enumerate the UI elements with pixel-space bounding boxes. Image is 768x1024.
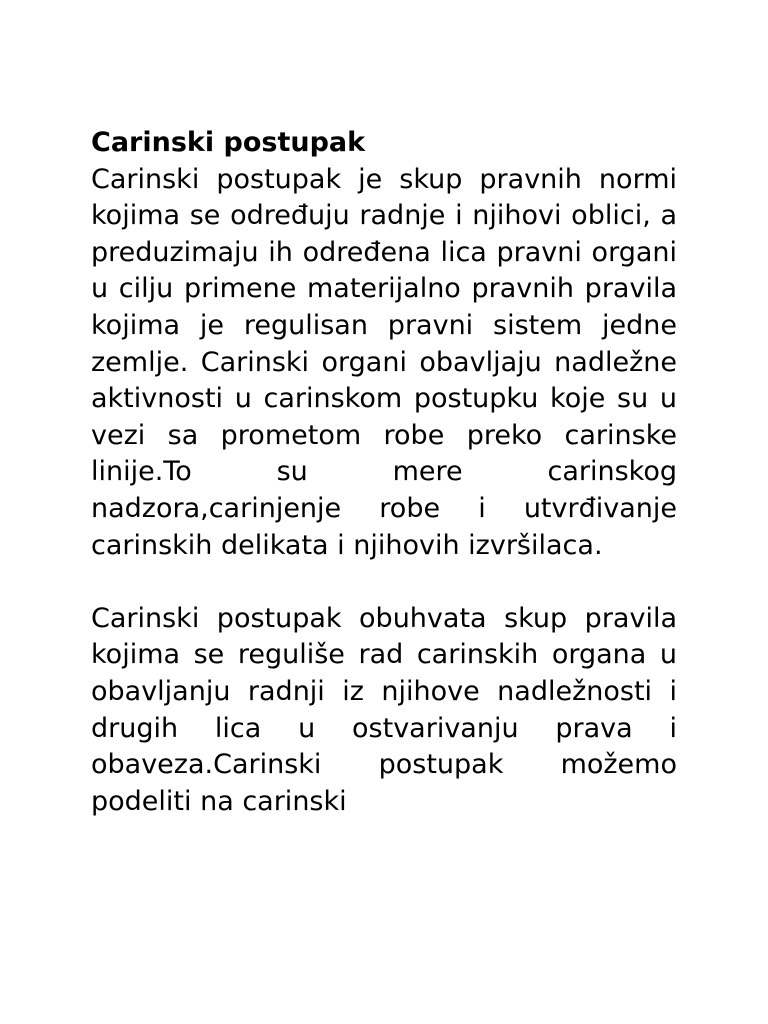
- paragraph-2: Carinski postupak obuhvata skup pravila kojima se reguliše rad carinskih organa u obavljanju radnji iz njihove nadležnosti i drugih lica u ostvarivanju prava i obaveza.Carinski postupak možemo podeliti na carinski: [91, 602, 677, 817]
- paragraph-1: Carinski postupak je skup pravnih normi kojima se određuju radnje i njihovi oblici, a preduzimaju ih određena lica pravni organi u cilju primene materijalno pravnih pravila kojima je regulisan pravni sistem jedne zemlje. Carinski organi obavljaju nadležne aktivnosti u carinskom postupku koje su u vezi sa prometom robe preko carinske linije.To su mere carinskog nadzora,carinjenje robe i utvrđivanje carinskih delikata i njihovih izvršilaca.: [91, 163, 677, 561]
- document-title: Carinski postupak: [91, 127, 366, 158]
- paragraph-spacer: [91, 564, 677, 601]
- document-page: [91, 125, 677, 820]
